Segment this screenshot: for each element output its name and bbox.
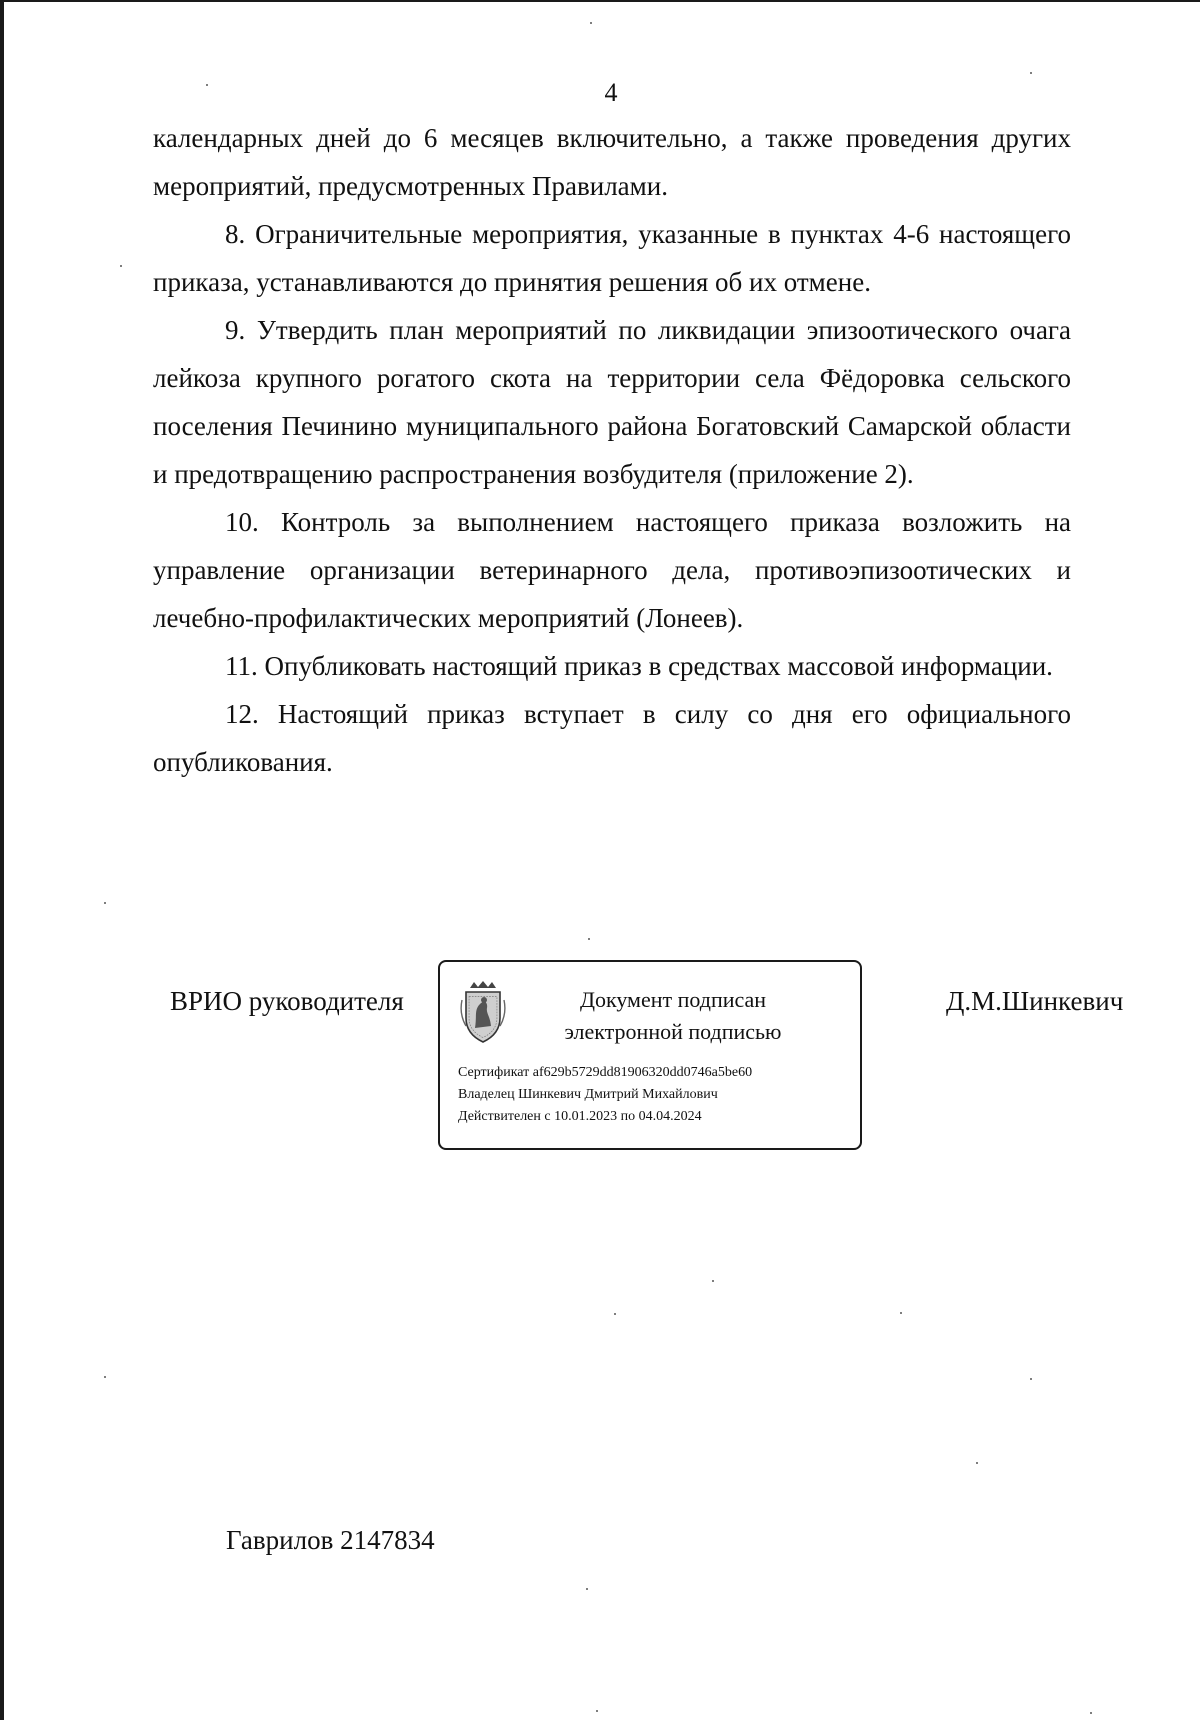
paragraph-continuation: календарных дней до 6 месяцев включительно, а также проведения других мероприятий, предусмотренных Правилами. bbox=[153, 123, 1071, 201]
esign-certificate: Сертификат af629b5729dd81906320dd0746a5be60 bbox=[458, 1065, 753, 1080]
samara-region-coat-of-arms-icon bbox=[460, 980, 506, 1044]
scan-speck bbox=[900, 1312, 902, 1314]
paragraph-item-9: 9. Утвердить план мероприятий по ликвидации эпизоотического очага лейкоза крупного рогатого скота на территории села Фёдоровка сельского поселения Печинино муниципального района Богатовский Самарской области и предотвращению распространения возбудителя (приложение 2). bbox=[153, 315, 1071, 489]
esign-details bbox=[458, 1062, 858, 1128]
scan-speck bbox=[596, 1710, 598, 1712]
scan-speck bbox=[104, 1376, 106, 1378]
scan-speck bbox=[120, 265, 122, 267]
scan-edge-top bbox=[0, 0, 1200, 2]
scan-speck bbox=[206, 84, 208, 86]
scan-speck bbox=[1090, 1712, 1092, 1714]
scan-speck bbox=[104, 902, 106, 904]
esign-owner: Владелец Шинкевич Дмитрий Михайлович bbox=[458, 1087, 718, 1102]
electronic-signature-stamp bbox=[438, 960, 862, 1150]
scan-speck bbox=[1030, 1378, 1032, 1380]
esign-heading-line2: электронной подписью bbox=[564, 1019, 782, 1044]
paragraph-item-10: 10. Контроль за выполнением настоящего приказа возложить на управление организации ветеринарного дела, противоэпизоотических и лечебно-профилактических мероприятий (Лонеев). bbox=[153, 507, 1071, 633]
document-body bbox=[153, 114, 1071, 786]
performer-contact: Гаврилов 2147834 bbox=[226, 1525, 435, 1555]
signer-name: Д.М.Шинкевич bbox=[946, 986, 1124, 1016]
esign-heading bbox=[560, 984, 786, 1048]
paragraph-item-12: 12. Настоящий приказ вступает в силу со дня его официального опубликования. bbox=[153, 699, 1071, 777]
scan-speck bbox=[586, 1588, 588, 1590]
scan-speck bbox=[1030, 72, 1032, 74]
paragraph-item-8: 8. Ограничительные мероприятия, указанные в пунктах 4-6 настоящего приказа, устанавливаются до принятия решения об их отмене. bbox=[153, 219, 1071, 297]
esign-heading-line1: Документ подписан bbox=[579, 987, 767, 1012]
paragraph-item-11: 11. Опубликовать настоящий приказ в средствах массовой информации. bbox=[225, 651, 1053, 681]
scan-speck bbox=[614, 1313, 616, 1315]
esign-validity: Действителен с 10.01.2023 по 04.04.2024 bbox=[458, 1109, 702, 1124]
scan-speck bbox=[588, 938, 590, 940]
page-number: 4 bbox=[604, 78, 618, 107]
signer-position: ВРИО руководителя bbox=[170, 986, 404, 1016]
scan-speck bbox=[712, 1280, 714, 1282]
scan-speck bbox=[590, 22, 592, 24]
scan-edge-left bbox=[0, 0, 4, 1720]
scan-speck bbox=[976, 1462, 978, 1464]
